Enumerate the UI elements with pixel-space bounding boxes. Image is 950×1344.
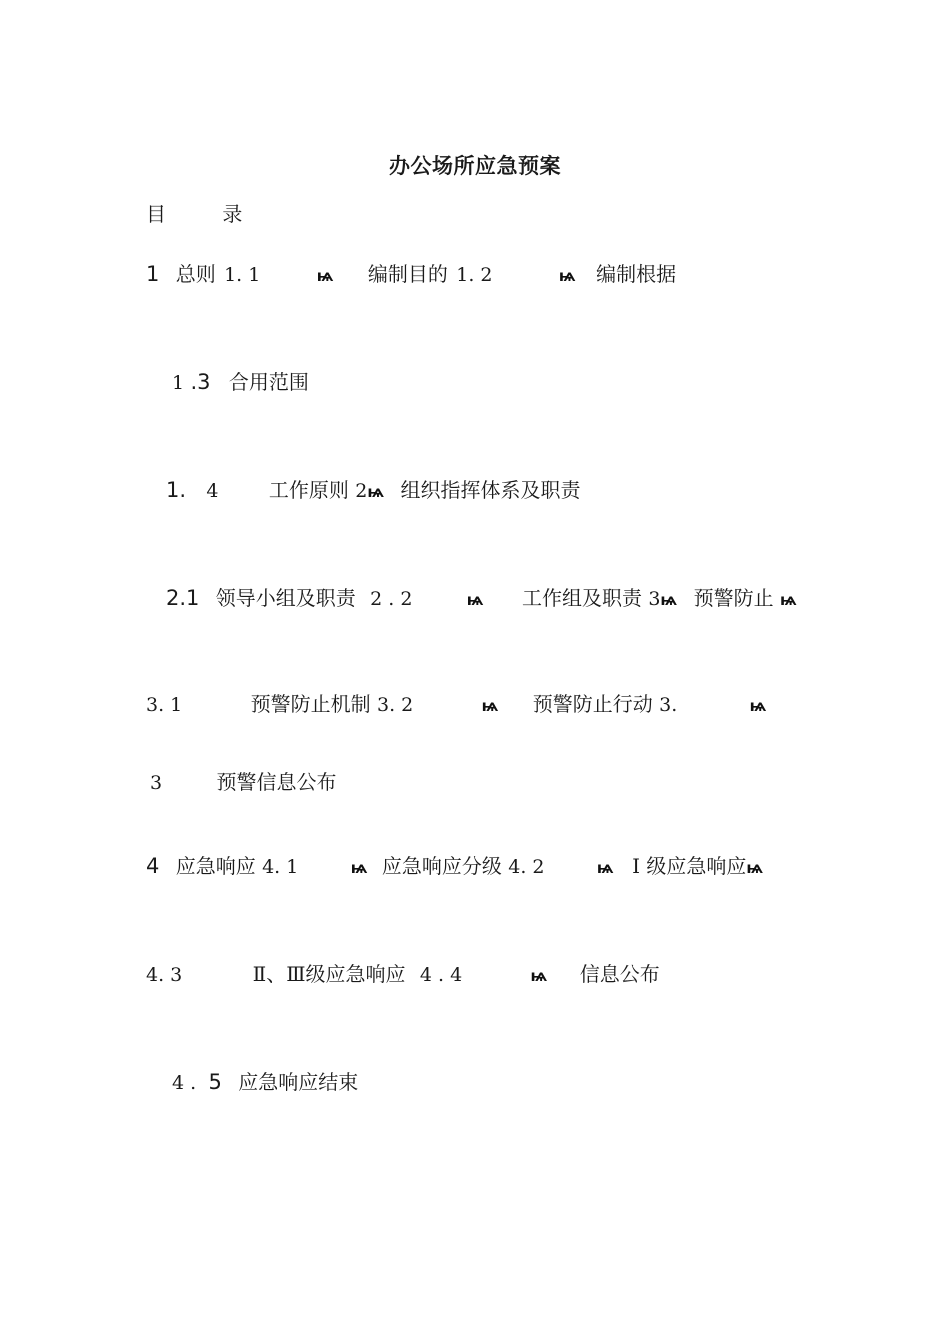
tab-marker-icon: ѩ <box>530 967 548 985</box>
toc-line-4 <box>166 584 797 614</box>
toc-entry: Ⅱ、Ⅲ级应急响应 <box>252 962 406 986</box>
toc-number: 1. 2 <box>456 264 493 286</box>
toc-number: 1. <box>166 478 187 502</box>
toc-number: 4 . <box>172 1072 197 1094</box>
document-title: 办公场所应急预案 <box>389 153 561 178</box>
toc-number: 5 <box>208 1070 222 1094</box>
tab-marker-icon: ѩ <box>660 591 678 609</box>
toc-entry: 工作原则 <box>268 478 349 502</box>
toc-line-3 <box>166 476 581 506</box>
toc-entry: Ⅰ 级应急响应 <box>632 854 747 878</box>
toc-number: 1 <box>172 372 185 394</box>
toc-line-9 <box>172 1068 358 1097</box>
toc-number: 3. <box>659 694 678 716</box>
toc-number: 4 . 4 <box>419 964 463 986</box>
toc-line-5 <box>146 690 766 720</box>
tab-marker-icon: ѩ <box>350 859 368 877</box>
toc-entry: 应急响应分级 <box>381 854 502 878</box>
toc-line-2 <box>172 368 309 397</box>
toc-number: 4 <box>146 854 160 878</box>
tab-marker-icon: ѩ <box>316 267 334 285</box>
toc-number: 3 <box>648 588 661 610</box>
toc-entry: 预警防止行动 <box>532 692 653 716</box>
toc-entry: 信息公布 <box>579 962 660 986</box>
tab-marker-icon: ѩ <box>367 483 385 501</box>
toc-entry: 领导小组及职责 <box>215 586 356 610</box>
toc-number: .3 <box>190 370 211 394</box>
toc-entry: 预警信息公布 <box>216 770 337 794</box>
toc-entry: 应急响应结束 <box>238 1070 359 1094</box>
tab-marker-icon: ѩ <box>779 591 797 609</box>
toc-entry: 编制根据 <box>596 262 677 286</box>
toc-line-6 <box>150 768 336 797</box>
toc-line-7 <box>146 852 763 882</box>
toc-number: 2.1 <box>166 586 200 610</box>
toc-entry: 组织指挥体系及职责 <box>400 478 581 502</box>
toc-number: 4. 2 <box>508 856 545 878</box>
toc-heading-left: 目 <box>146 202 166 226</box>
toc-line-8 <box>146 960 660 990</box>
tab-marker-icon: ѩ <box>746 859 764 877</box>
toc-entry: 合用范围 <box>228 370 309 394</box>
toc-number: 4. 3 <box>146 964 183 986</box>
toc-heading <box>146 200 242 228</box>
toc-heading-right: 录 <box>222 202 243 226</box>
toc-entry: 编制目的 <box>367 262 448 286</box>
toc-entry: 预警防止机制 <box>250 692 371 716</box>
toc-number: 3. 1 <box>146 694 183 716</box>
tab-marker-icon: ѩ <box>749 697 767 715</box>
toc-entry: 应急响应 <box>175 854 256 878</box>
toc-number: 4. 1 <box>262 856 299 878</box>
tab-marker-icon: ѩ <box>481 697 499 715</box>
toc-number: 4 <box>206 480 219 502</box>
toc-number: 3. 2 <box>376 694 414 716</box>
toc-entry: 工作组及职责 <box>521 586 642 610</box>
toc-line-1 <box>146 260 676 290</box>
tab-marker-icon: ѩ <box>558 267 576 285</box>
toc-number: 2 <box>355 480 368 502</box>
toc-number: 2 . 2 <box>370 588 413 610</box>
toc-entry: 预警防止 <box>693 586 774 610</box>
toc-number: 1. 1 <box>224 264 261 286</box>
toc-number: 3 <box>150 772 163 794</box>
tab-marker-icon: ѩ <box>466 591 484 609</box>
tab-marker-icon: ѩ <box>596 859 614 877</box>
toc-number: 1 <box>146 262 160 286</box>
toc-entry: 总则 <box>175 262 216 286</box>
